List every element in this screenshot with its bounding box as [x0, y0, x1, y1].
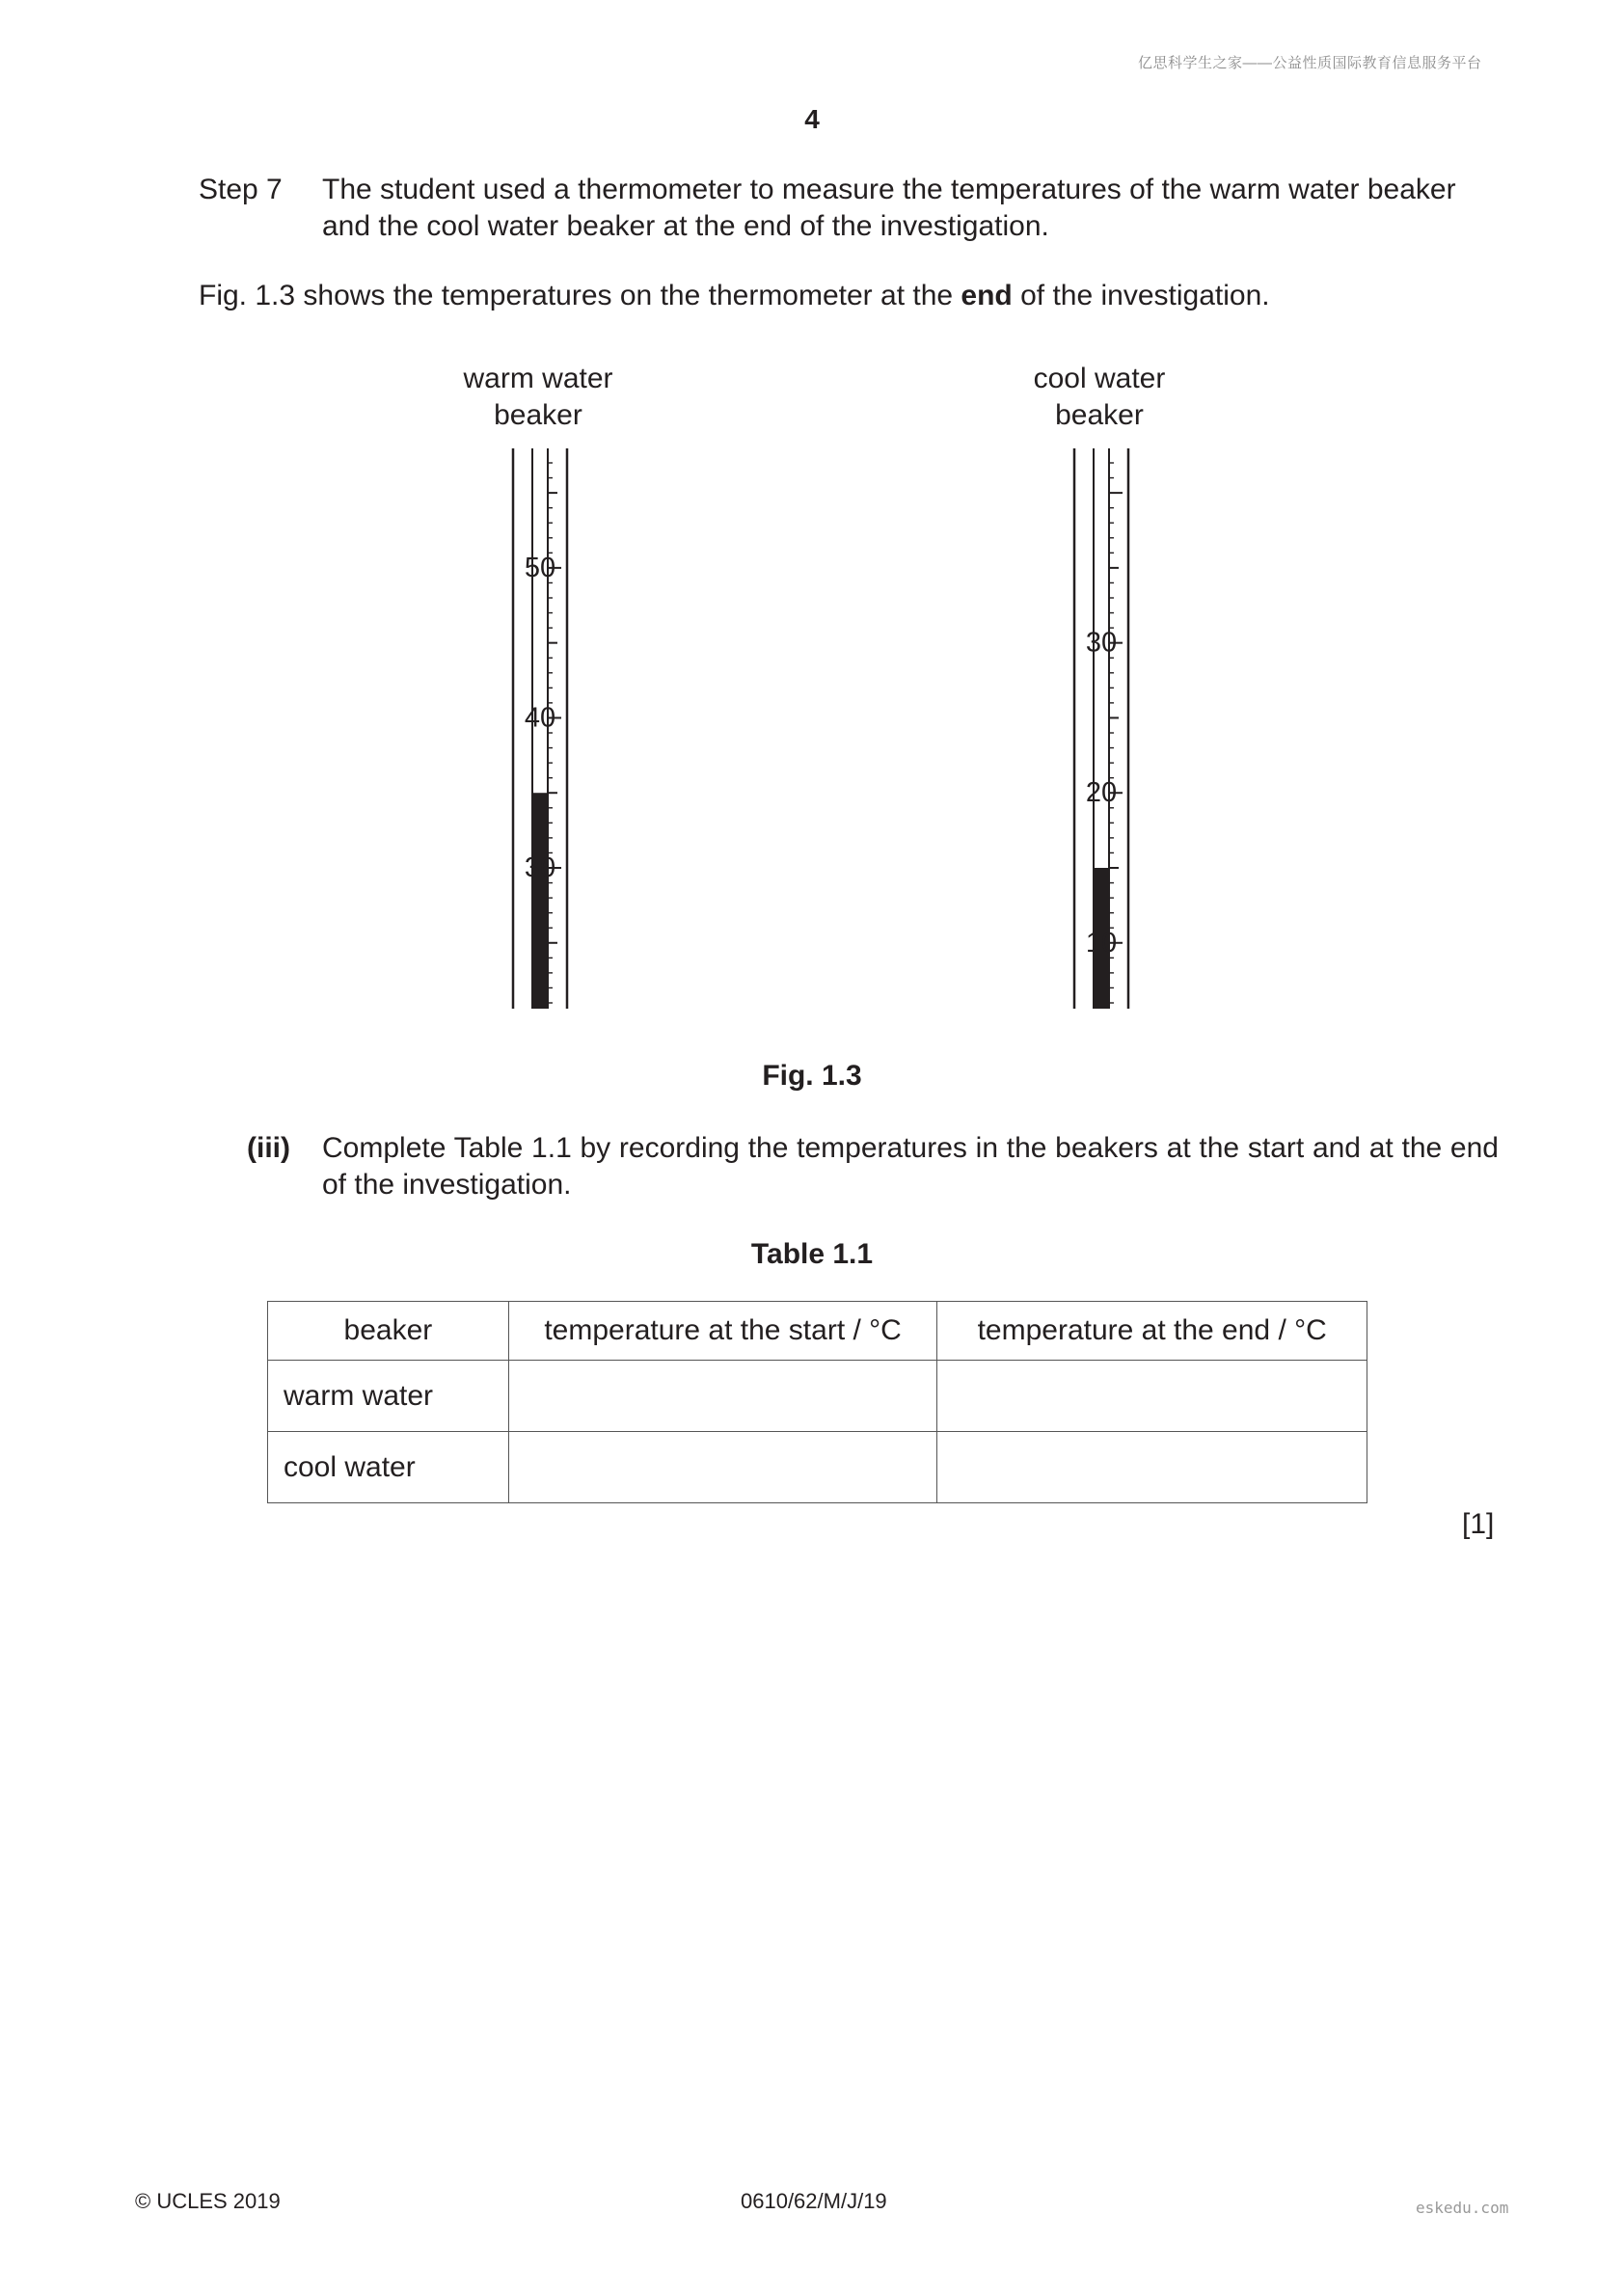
thermometer-cool-ticks — [1109, 463, 1123, 1003]
thermometer-warm-tick-label-40: 40 — [524, 702, 556, 734]
thermometer-warm-liquid — [532, 793, 548, 1009]
thermometer-label-warm — [422, 361, 654, 434]
watermark: 亿思科学生之家——公益性质国际教育信息服务平台 — [1138, 55, 1482, 71]
footer-copyright: © UCLES 2019 — [135, 2189, 281, 2213]
table-cell-end-input[interactable] — [937, 1361, 1367, 1432]
thermometer-warm-tick-label-30: 30 — [524, 852, 556, 883]
thermometer-cool-tick-label-10: 10 — [1085, 927, 1118, 959]
question-text: Complete Table 1.1 by recording the temperatures in the beakers at the start and at the end of the investigation. — [322, 1132, 1499, 1201]
marks-allocation: [1] — [1462, 1508, 1495, 1540]
figure-intro-bold: end — [961, 280, 1013, 311]
question-label: (iii) — [247, 1132, 290, 1164]
results-table — [267, 1301, 1367, 1503]
thermometer-label-cool-line2: beaker — [1055, 399, 1144, 431]
table-cell-end-input[interactable] — [937, 1432, 1367, 1503]
table-header-row — [268, 1302, 1367, 1361]
table-header-beaker: beaker — [268, 1302, 509, 1361]
table-row — [268, 1361, 1367, 1432]
page-number: 4 — [804, 104, 820, 134]
figure-caption: Fig. 1.3 — [762, 1060, 862, 1092]
step-text: The student used a thermometer to measure the temperatures of the warm water beaker and the cool water beaker at the end of the investigation. — [322, 174, 1456, 242]
table-header-end: temperature at the end / °C — [937, 1302, 1367, 1361]
step-label: Step 7 — [199, 174, 283, 205]
thermometer-cool-tick-label-20: 20 — [1085, 777, 1118, 809]
thermometer-label-warm-line1: warm water — [463, 363, 613, 394]
footer-site: eskedu.com — [1416, 2199, 1509, 2217]
footer-paper-code: 0610/62/M/J/19 — [741, 2189, 887, 2213]
thermometer-cool — [1043, 444, 1159, 1022]
figure-intro-after: of the investigation. — [1012, 280, 1270, 311]
thermometer-warm-tick-label-50: 50 — [524, 552, 556, 583]
table-header-start: temperature at the start / °C — [508, 1302, 937, 1361]
thermometer-cool-tick-label-30: 30 — [1085, 627, 1118, 659]
thermometer-label-warm-line2: beaker — [494, 399, 582, 431]
thermometer-label-cool-line1: cool water — [1033, 363, 1166, 394]
table-cell-beaker: warm water — [268, 1361, 509, 1432]
figure-intro-before: Fig. 1.3 shows the temperatures on the thermometer at the — [199, 280, 961, 311]
figure-intro — [199, 278, 1270, 314]
thermometer-warm — [482, 444, 598, 1022]
thermometer-label-cool — [984, 361, 1215, 434]
table-cell-beaker: cool water — [268, 1432, 509, 1503]
table-title: Table 1.1 — [750, 1238, 874, 1270]
table-row — [268, 1432, 1367, 1503]
table-cell-start-input[interactable] — [508, 1361, 937, 1432]
table-cell-start-input[interactable] — [508, 1432, 937, 1503]
